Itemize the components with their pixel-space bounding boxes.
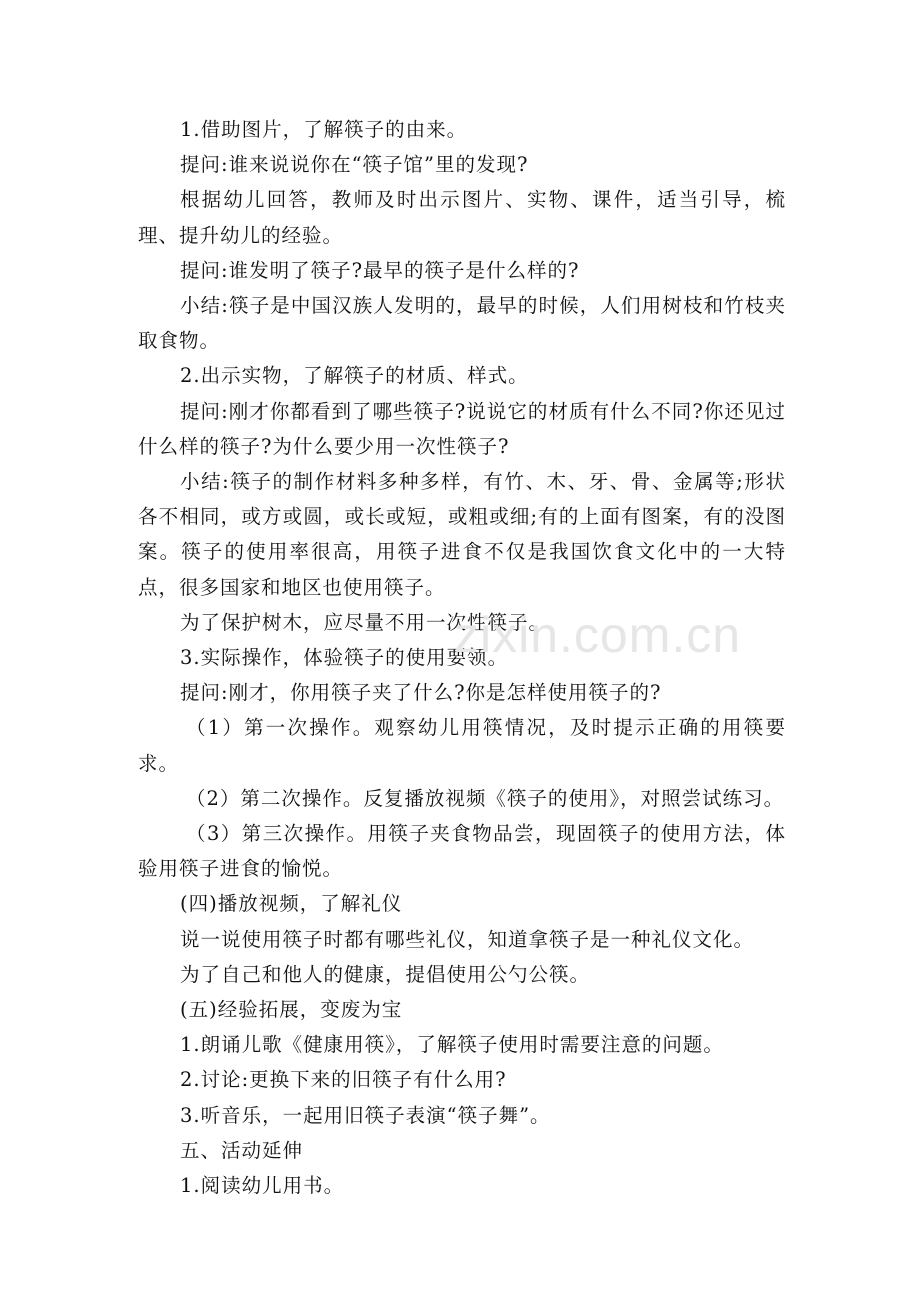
paragraph-1: 1.借助图片，了解筷子的由来。 — [180, 118, 468, 141]
paragraph-15: (四)播放视频，了解礼仪 — [180, 892, 403, 916]
paragraph-13: （2）第二次操作。反复播放视频《筷子的使用》，对照尝试练习。 — [186, 786, 785, 810]
document-body — [138, 112, 786, 1203]
paragraph-11: 提问:刚才，你用筷子夹了什么?你是怎样使用筷子的? — [180, 681, 662, 705]
paragraph-20: 2.讨论:更换下来的旧筷子有什么用? — [180, 1068, 507, 1092]
paragraph-14: （3）第三次操作。用筷子夹食物品尝，现固筷子的使用方法，体验用筷子进食的愉悦。 — [138, 822, 786, 881]
paragraph-3: 根据幼儿回答，教师及时出示图片、实物、课件，适当引导，梳理、提升幼儿的经验。 — [138, 188, 786, 247]
paragraph-8: 小结:筷子的制作材料多种多样，有竹、木、牙、骨、金属等;形状各不相同，或方或圆，或长或短，或粗或细;有的上面有图案，有的没图案。筷子的使用率很高，用筷子进食不仅是我国饮食文化中的一大特点，很多国家和地区也使用筷子。 — [138, 470, 786, 599]
paragraph-18: (五)经验拓展，变废为宝 — [180, 998, 403, 1022]
paragraph-2: 提问:谁来说说你在“筷子馆”里的发现? — [180, 153, 529, 177]
paragraph-10: 3.实际操作，体验筷子的使用要领。 — [180, 646, 509, 670]
paragraph-9: 为了保护树木，应尽量不用一次性筷子。 — [180, 610, 550, 634]
paragraph-21: 3.听音乐，一起用旧筷子表演“筷子舞”。 — [180, 1103, 551, 1127]
paragraph-23: 1.阅读幼儿用书。 — [180, 1174, 345, 1198]
paragraph-12: （1）第一次操作。观察幼儿用筷情况，及时提示正确的用筷要求。 — [138, 716, 786, 775]
paragraph-22: 五、活动延伸 — [180, 1138, 304, 1162]
paragraph-5: 小结:筷子是中国汉族人发明的，最早的时候，人们用树枝和竹枝夹取食物。 — [138, 294, 786, 353]
paragraph-4: 提问:谁发明了筷子?最早的筷子是什么样的? — [180, 258, 580, 282]
watermark: zixin.com.cn — [454, 607, 742, 663]
paragraph-6: 2.出示实物，了解筷子的材质、样式。 — [180, 364, 529, 388]
paragraph-7: 提问:刚才你都看到了哪些筷子?说说它的材质有什么不同?你还见过什么样的筷子?为什么要少用一次性筷子? — [138, 399, 786, 458]
paragraph-16: 说一说使用筷子时都有哪些礼仪，知道拿筷子是一种礼仪文化。 — [180, 927, 755, 951]
paragraph-19: 1.朗诵儿歌《健康用筷》，了解筷子使用时需要注意的问题。 — [180, 1033, 724, 1057]
paragraph-17: 为了自己和他人的健康，提倡使用公勺公筷。 — [180, 962, 591, 986]
